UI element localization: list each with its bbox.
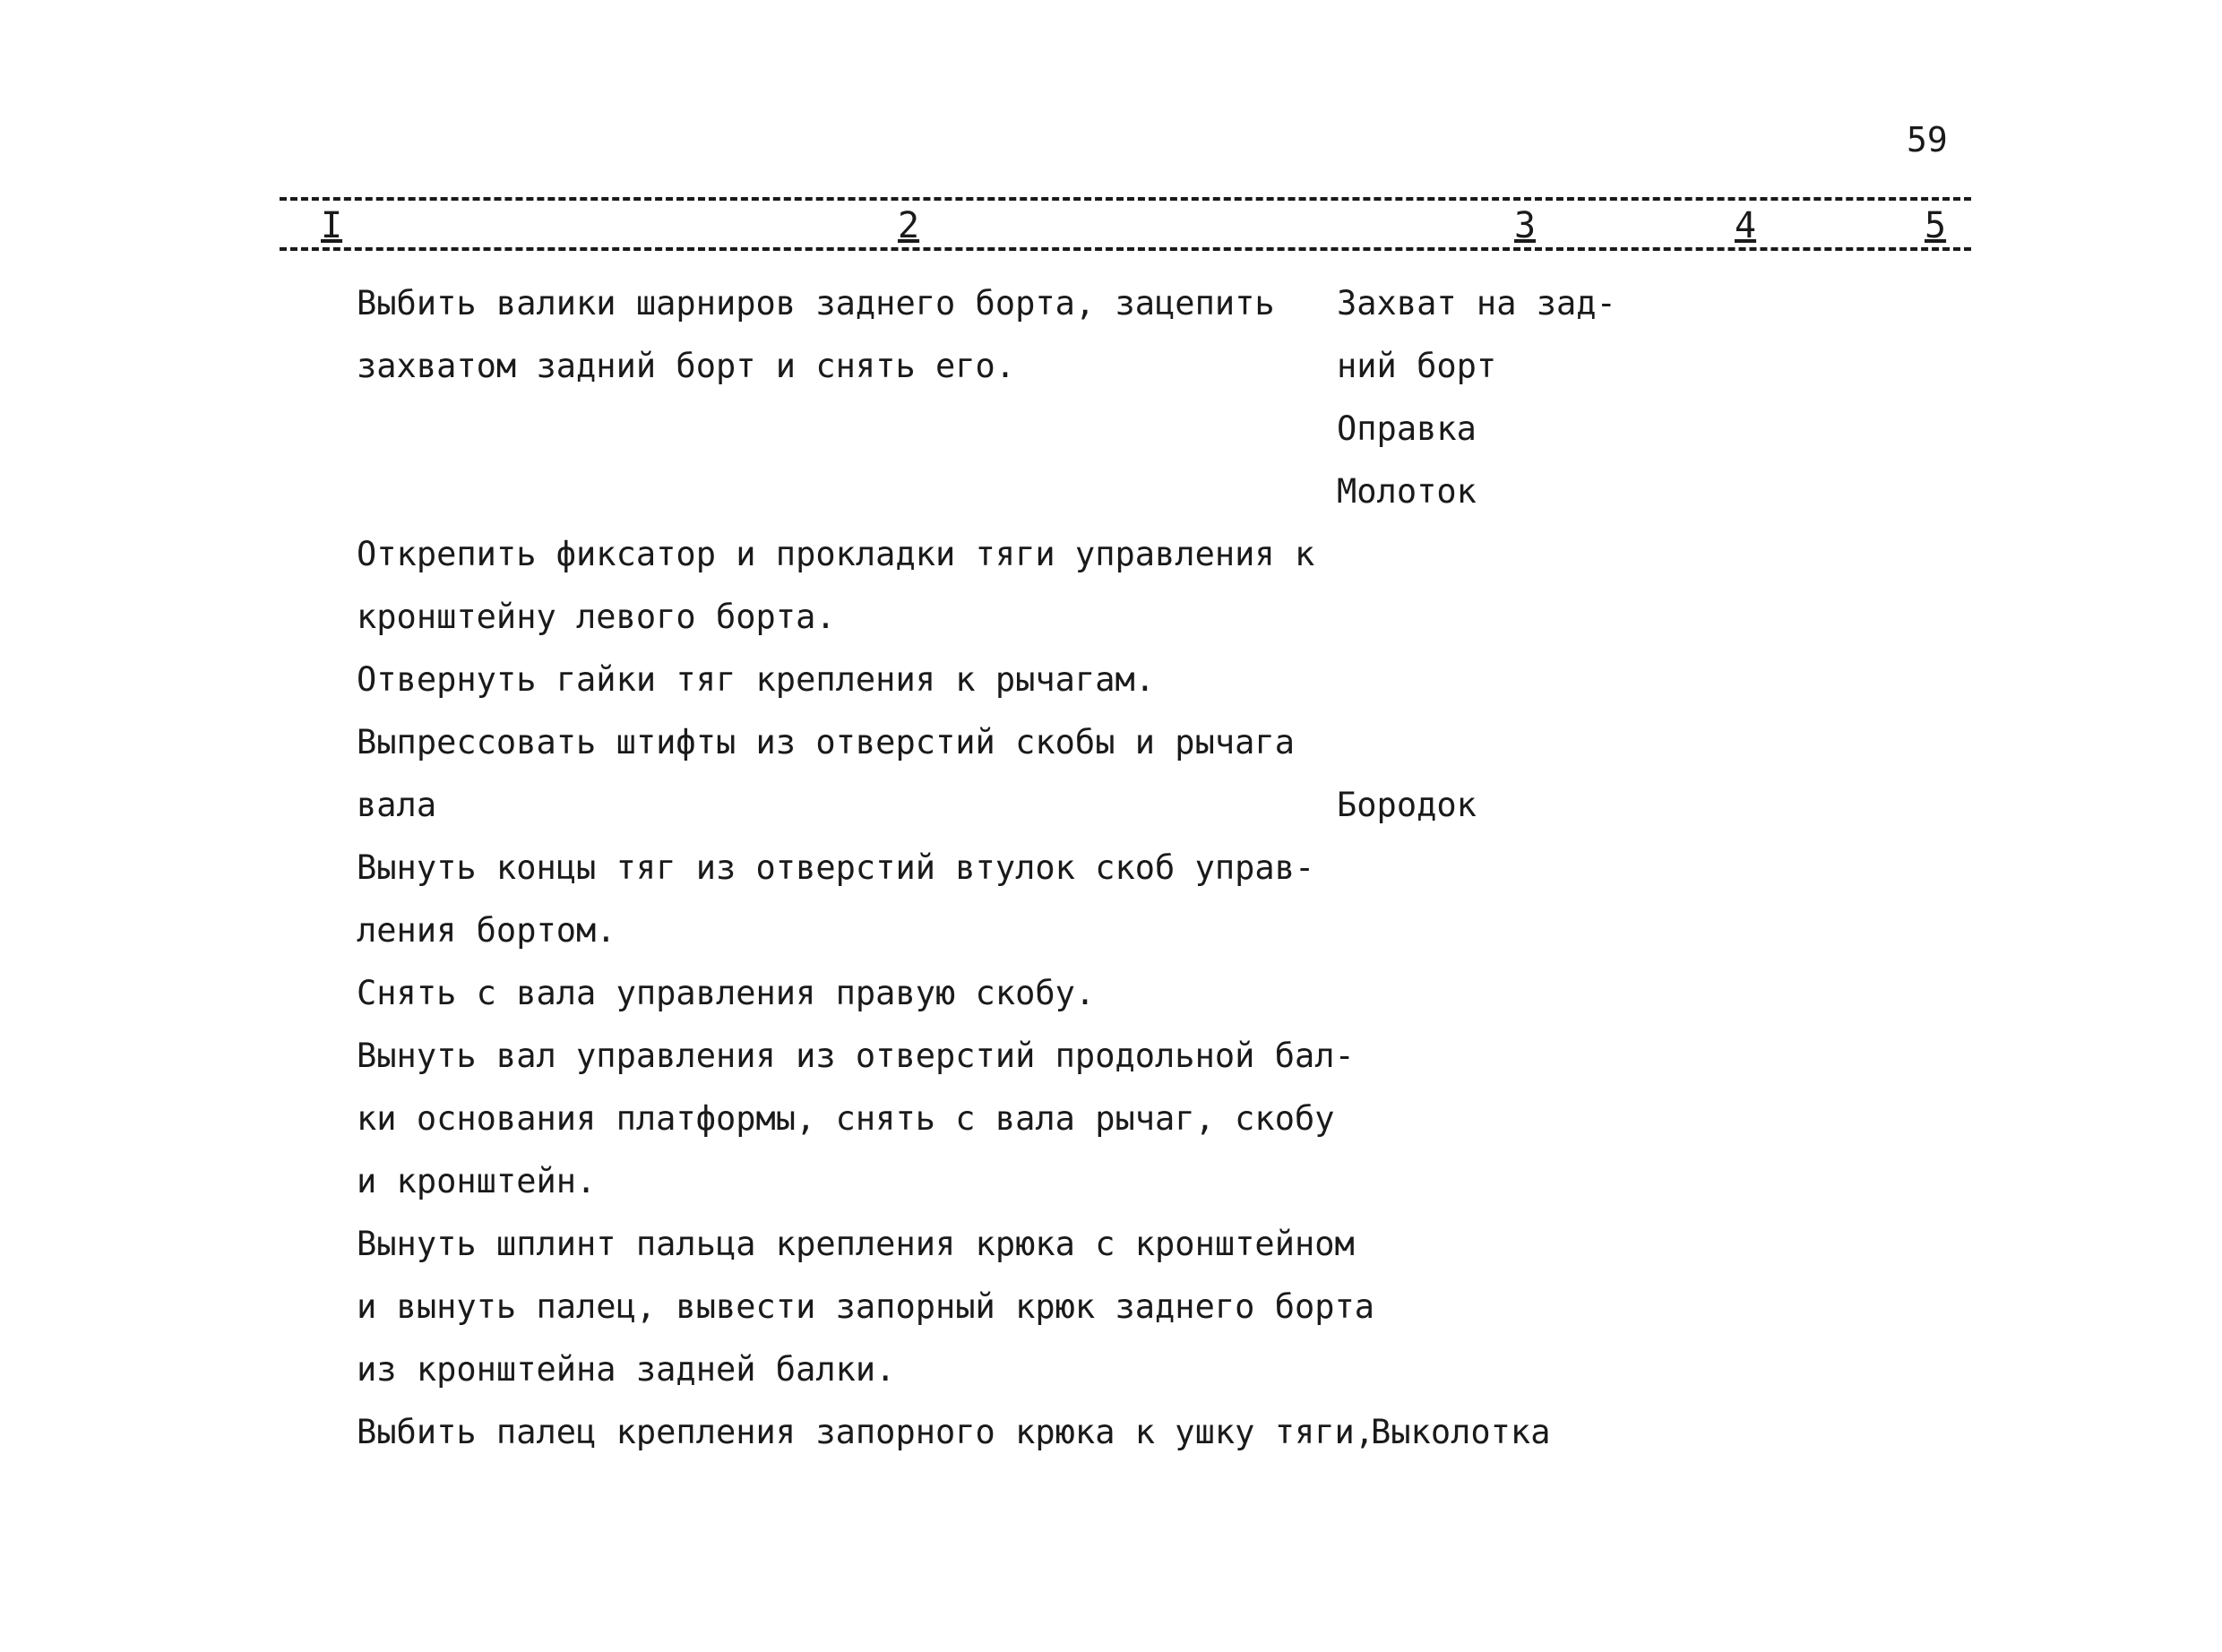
operation-text: ки основания платформы, снять с вала рычаг, скобу	[357, 1099, 1335, 1138]
operation-text: Выпрессовать штифты из отверстий скобы и рычага	[357, 723, 1295, 761]
table-row	[0, 1088, 2222, 1150]
operation-text: Выбить палец крепления запорного крюка к ушку тяги,	[357, 1413, 1375, 1451]
operation-text: Снять с вала управления правую скобу.	[357, 974, 1096, 1012]
table-row	[0, 398, 2222, 460]
column-header-1: I	[315, 204, 348, 247]
table-row	[0, 1213, 2222, 1276]
operation-text: вала	[357, 786, 437, 824]
operation-text: ления бортом.	[357, 911, 616, 950]
tool-text: ний борт	[1337, 347, 1497, 385]
column-header-2: 2	[892, 204, 925, 247]
operation-text: и кронштейн.	[357, 1162, 597, 1200]
column-header-5: 5	[1919, 204, 1951, 247]
table-row	[0, 1401, 2222, 1464]
table-row	[0, 899, 2222, 962]
table-row	[0, 711, 2222, 774]
tool-text: Захват на зад-	[1337, 284, 1616, 323]
table-row	[0, 523, 2222, 586]
table-row	[0, 335, 2222, 398]
column-header-3: 3	[1509, 204, 1541, 247]
operation-text: Вынуть вал управления из отверстий продольной бал-	[357, 1037, 1355, 1075]
table-row	[0, 1150, 2222, 1213]
column-header-4: 4	[1729, 204, 1761, 247]
operation-text: Выбить валики шарниров заднего борта, зацепить	[357, 284, 1275, 323]
table-row	[0, 837, 2222, 899]
operation-text: захватом задний борт и снять его.	[357, 347, 1016, 385]
table-header-top-rule	[280, 197, 1971, 201]
tool-text: Выколотка	[1371, 1413, 1551, 1451]
table-header-bottom-rule	[280, 247, 1971, 251]
operation-text: Вынуть концы тяг из отверстий втулок скоб управ-	[357, 848, 1315, 887]
table-row	[0, 1025, 2222, 1088]
operation-text: Отвернуть гайки тяг крепления к рычагам.	[357, 660, 1156, 699]
table-row	[0, 1276, 2222, 1338]
operation-text: Вынуть шплинт пальца крепления крюка с кронштейном	[357, 1225, 1355, 1263]
page-number: 59	[1907, 120, 1948, 159]
tool-text: Бородок	[1337, 786, 1477, 824]
operation-text: и вынуть палец, вывести запорный крюк заднего борта	[357, 1287, 1375, 1326]
table-row	[0, 774, 2222, 837]
table-row	[0, 649, 2222, 711]
table-row	[0, 962, 2222, 1025]
operation-text: из кронштейна задней балки.	[357, 1350, 896, 1389]
operation-text: кронштейну левого борта.	[357, 598, 836, 636]
tool-text: Молоток	[1337, 472, 1477, 511]
tool-text: Оправка	[1337, 409, 1477, 448]
table-row	[0, 460, 2222, 523]
operation-text: Открепить фиксатор и прокладки тяги управления к	[357, 535, 1315, 573]
table-row	[0, 272, 2222, 335]
table-body	[0, 272, 2222, 1464]
table-row	[0, 586, 2222, 649]
table-row	[0, 1338, 2222, 1401]
